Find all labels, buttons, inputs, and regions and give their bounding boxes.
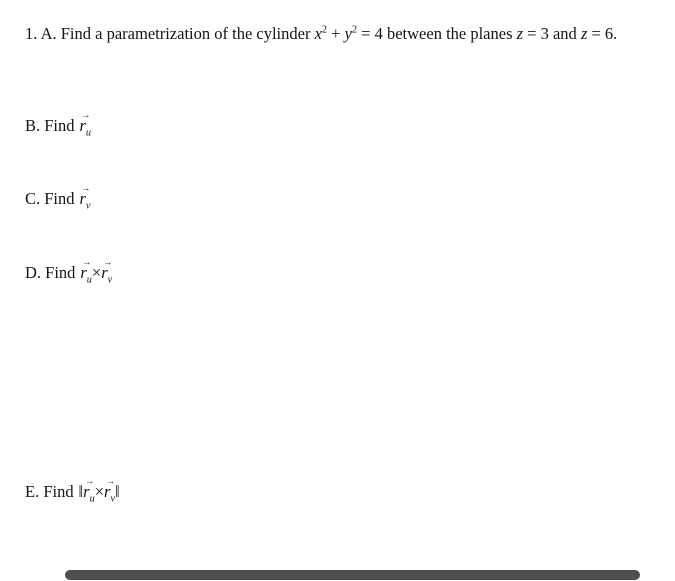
norm-close-bars: ‖ (114, 482, 120, 501)
equals-sign: = (357, 24, 375, 43)
math-var-z: z (580, 24, 588, 43)
norm-open-bars: ‖ (78, 482, 84, 501)
subscript-v: v (107, 274, 113, 286)
problem-b-line (25, 110, 91, 139)
period: . (613, 24, 618, 43)
vector-arrow-icon: → (81, 110, 91, 121)
math-var-r: r (83, 482, 90, 501)
r-u-vector (79, 110, 91, 139)
subscript-u: u (85, 127, 91, 139)
problem-d-line (25, 257, 113, 286)
r-v-vector (79, 183, 91, 212)
problem-1a-line (25, 24, 617, 45)
plus-sign: + (327, 24, 345, 43)
horizontal-scrollbar-thumb[interactable] (65, 570, 640, 580)
problem-1a-and-text: and (548, 24, 581, 43)
subscript-v: v (85, 200, 91, 212)
problem-c-line (25, 183, 91, 212)
math-var-r: r (101, 263, 108, 282)
subscript-u: u (89, 493, 95, 505)
vector-arrow-icon: → (84, 476, 95, 487)
math-var-r: r (79, 189, 86, 208)
problem-d-label: D. Find (25, 263, 76, 282)
problem-1a-prefix: 1. A. Find a parametrization of the cylinder (25, 24, 315, 43)
vector-arrow-icon: → (82, 257, 92, 268)
math-var-y: y (344, 24, 352, 43)
exponent-2: 2 (351, 24, 358, 36)
subscript-v: v (110, 493, 115, 505)
math-var-r: r (79, 116, 86, 135)
r-v-vector (104, 476, 115, 505)
math-var-r: r (80, 263, 87, 282)
problem-e-line (25, 476, 120, 505)
radius-squared-value: 4 (374, 24, 383, 43)
math-var-x: x (314, 24, 322, 43)
plane-z2-value: 6 (604, 24, 614, 43)
vector-arrow-icon: → (103, 257, 113, 268)
math-var-r: r (104, 482, 111, 501)
equals-sign: = (523, 24, 541, 43)
vector-arrow-icon: → (105, 476, 115, 487)
problem-1a-between-text: between the planes (382, 24, 517, 43)
exponent-2: 2 (321, 24, 328, 36)
vector-arrow-icon: → (81, 183, 91, 194)
r-u-vector (83, 476, 95, 505)
cross-product-sign: × (94, 482, 105, 501)
r-u-vector (80, 257, 92, 286)
r-v-vector (101, 257, 113, 286)
cross-product-sign: × (91, 263, 102, 282)
plane-z1-value: 3 (540, 24, 549, 43)
problem-e-label: E. Find (25, 482, 74, 501)
math-var-z: z (516, 24, 524, 43)
problem-b-label: B. Find (25, 116, 75, 135)
equals-sign: = (587, 24, 605, 43)
problem-c-label: C. Find (25, 189, 75, 208)
subscript-u: u (86, 274, 92, 286)
